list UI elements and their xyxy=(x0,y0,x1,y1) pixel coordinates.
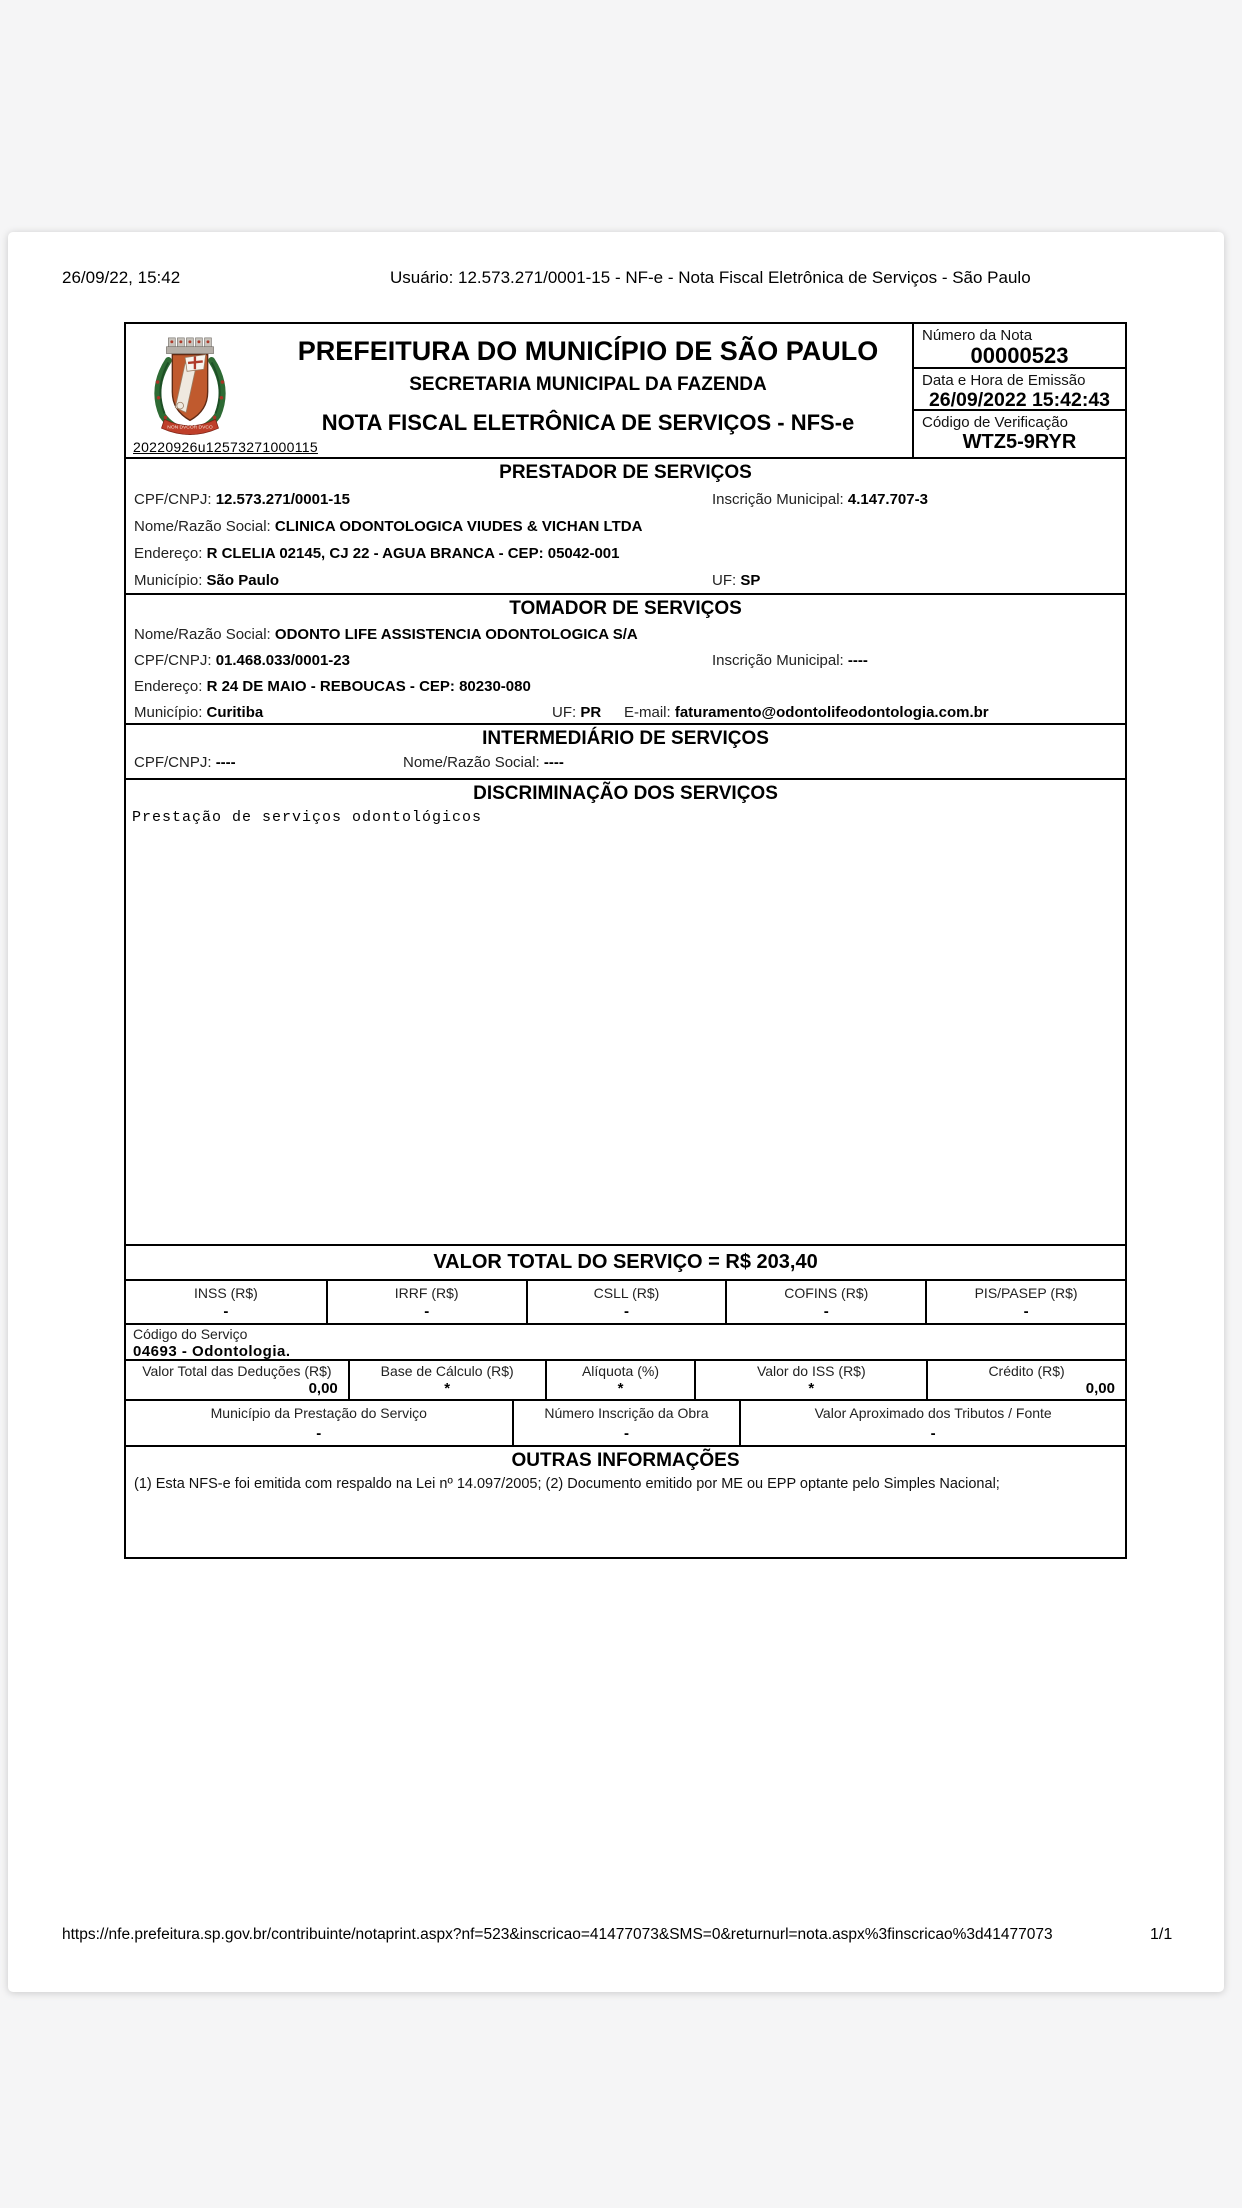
col-header: INSS (R$) xyxy=(194,1285,258,1301)
intermediario-row xyxy=(126,750,1125,776)
col-header: CSLL (R$) xyxy=(593,1285,660,1301)
col-header: Crédito (R$) xyxy=(988,1363,1065,1379)
col-header: Número Inscrição da Obra xyxy=(544,1405,709,1421)
col-value: - xyxy=(930,1425,936,1442)
im-label: Inscrição Municipal: xyxy=(712,652,844,669)
calculo-table xyxy=(126,1359,1125,1399)
im-value: ---- xyxy=(847,652,868,669)
cpf-label: CPF/CNPJ: xyxy=(134,491,212,508)
valor-total-banner: VALOR TOTAL DO SERVIÇO = R$ 203,40 xyxy=(126,1244,1125,1279)
svg-text:NON DVCOR DVCO: NON DVCOR DVCO xyxy=(167,425,213,431)
endereco-label: Endereço: xyxy=(134,545,203,562)
nome-label: Nome/Razão Social: xyxy=(134,518,271,535)
col-header: Valor do ISS (R$) xyxy=(756,1363,866,1379)
tomador-section xyxy=(126,593,1125,723)
outras-title: OUTRAS INFORMAÇÕES xyxy=(511,1450,740,1471)
nome-label: Nome/Razão Social: xyxy=(403,754,540,771)
nome-value: ---- xyxy=(543,754,564,771)
email-value: faturamento@odontolifeodontologia.com.br xyxy=(674,704,989,721)
uf-value: PR xyxy=(580,704,602,721)
local-col-tributos xyxy=(739,1401,1125,1445)
col-header: Valor Total das Deduções (R$) xyxy=(142,1363,332,1379)
col-value: - xyxy=(1023,1303,1029,1320)
local-table xyxy=(126,1399,1125,1445)
im-value: 4.147.707-3 xyxy=(847,491,928,508)
municipio-value: Curitiba xyxy=(206,704,264,721)
intermediario-section xyxy=(126,723,1125,778)
endereco-value: R CLELIA 02145, CJ 22 - AGUA BRANCA - CEP: 05042-001 xyxy=(206,545,620,562)
calculo-col-aliquota xyxy=(545,1361,695,1399)
col-value: - xyxy=(223,1303,229,1320)
col-header: Valor Aproximado dos Tributos / Fonte xyxy=(814,1405,1052,1421)
print-url: https://nfe.prefeitura.sp.gov.br/contribuinte/notaprint.aspx?nf=523&inscricao=41477073&SMS=0&returnurl=nota.aspx%3finscricao%3d41477073 xyxy=(62,1926,1053,1943)
uf-label: UF: xyxy=(712,572,737,589)
municipio-label: Município: xyxy=(134,572,203,589)
cpf-value: 01.468.033/0001-23 xyxy=(215,652,350,669)
impostos-col-irrf xyxy=(326,1281,526,1323)
col-header: Base de Cálculo (R$) xyxy=(380,1363,514,1379)
tomador-title: TOMADOR DE SERVIÇOS xyxy=(509,598,742,619)
verification-value: WTZ5-9RYR xyxy=(962,431,1077,453)
cpf-value: 12.573.271/0001-15 xyxy=(215,491,350,508)
nome-label: Nome/Razão Social: xyxy=(134,626,271,643)
codigo-servico-section xyxy=(126,1323,1125,1359)
intermediario-title: INTERMEDIÁRIO DE SERVIÇOS xyxy=(482,728,769,749)
prestador-title: PRESTADOR DE SERVIÇOS xyxy=(499,462,752,483)
nome-value: ODONTO LIFE ASSISTENCIA ODONTOLOGICA S/A xyxy=(274,626,638,643)
doc-type-title: NOTA FISCAL ELETRÔNICA DE SERVIÇOS - NFS-e xyxy=(321,410,855,435)
col-value: - xyxy=(623,1425,629,1442)
print-page-number: 1/1 xyxy=(1150,1926,1173,1943)
service-description: Prestação de serviços odontológicos xyxy=(132,809,483,826)
col-value: - xyxy=(823,1303,829,1320)
uf-value: SP xyxy=(740,572,761,589)
tomador-cpf-row xyxy=(126,648,1125,674)
local-col-municipio xyxy=(126,1401,512,1445)
header-titles xyxy=(276,324,900,457)
printed-page xyxy=(8,232,1224,1992)
prestador-endereco-row xyxy=(126,540,1125,567)
impostos-col-inss xyxy=(126,1281,326,1323)
outras-informacoes-section xyxy=(126,1445,1125,1557)
endereco-label: Endereço: xyxy=(134,678,203,695)
endereco-value: R 24 DE MAIO - REBOUCAS - CEP: 80230-080 xyxy=(206,678,531,695)
prestador-municipio-row xyxy=(126,567,1125,594)
print-title: Usuário: 12.573.271/0001-15 - NF-e - Nota Fiscal Eletrônica de Serviços - São Paulo xyxy=(390,268,1031,287)
discriminacao-section xyxy=(126,778,1125,1244)
email-label: E-mail: xyxy=(624,704,671,721)
dept-title: SECRETARIA MUNICIPAL DA FAZENDA xyxy=(409,374,767,395)
im-label: Inscrição Municipal: xyxy=(712,491,844,508)
col-value: - xyxy=(424,1303,430,1320)
municipio-value: São Paulo xyxy=(206,572,280,589)
invoice-header xyxy=(126,324,1125,457)
codigo-servico-label: Código do Serviço xyxy=(133,1326,248,1342)
emission-label: Data e Hora de Emissão xyxy=(922,372,1086,389)
col-header: COFINS (R$) xyxy=(784,1285,869,1301)
print-code-link[interactable]: 20220926u12573271000115 xyxy=(133,439,318,455)
calculo-col-deducoes xyxy=(126,1361,348,1399)
local-col-obra xyxy=(512,1401,740,1445)
calculo-col-credito xyxy=(926,1361,1125,1399)
impostos-col-cofins xyxy=(725,1281,925,1323)
impostos-col-csll xyxy=(526,1281,726,1323)
col-value: 0,00 xyxy=(308,1380,338,1397)
emission-value: 26/09/2022 15:42:43 xyxy=(928,389,1111,411)
nfse-invoice xyxy=(124,322,1127,1559)
prestador-cpf-row xyxy=(126,486,1125,513)
col-value: * xyxy=(444,1380,451,1397)
col-value: * xyxy=(808,1380,815,1397)
col-value: - xyxy=(623,1303,629,1320)
sao-paulo-coat-of-arms-icon xyxy=(144,331,236,439)
impostos-table xyxy=(126,1279,1125,1323)
codigo-servico-value: 04693 - Odontologia. xyxy=(133,1343,291,1360)
col-header: Município da Prestação do Serviço xyxy=(210,1405,427,1421)
cpf-label: CPF/CNPJ: xyxy=(134,754,212,771)
verification-label: Código de Verificação xyxy=(922,414,1068,431)
col-header: Alíquota (%) xyxy=(581,1363,659,1379)
discriminacao-title: DISCRIMINAÇÃO DOS SERVIÇOS xyxy=(473,783,778,804)
uf-label: UF: xyxy=(552,704,577,721)
invoice-id-box xyxy=(912,324,1125,457)
org-title: PREFEITURA DO MUNICÍPIO DE SÃO PAULO xyxy=(297,336,879,366)
col-value: 0,00 xyxy=(1085,1380,1115,1397)
col-value: * xyxy=(617,1380,624,1397)
outras-text: (1) Esta NFS-e foi emitida com respaldo na Lei nº 14.097/2005; (2) Documento emitido por ME ou EPP optante pelo Simples Nacional; xyxy=(134,1476,1000,1492)
cpf-value: ---- xyxy=(215,754,236,771)
tomador-endereco-row xyxy=(126,674,1125,700)
col-value: - xyxy=(316,1425,322,1442)
impostos-col-pispasep xyxy=(925,1281,1125,1323)
col-header: IRRF (R$) xyxy=(394,1285,459,1301)
nota-number-value: 00000523 xyxy=(970,343,1069,368)
calculo-col-iss xyxy=(694,1361,926,1399)
tomador-nome-row xyxy=(126,622,1125,648)
nota-number-label: Número da Nota xyxy=(922,327,1033,344)
calculo-col-base xyxy=(348,1361,545,1399)
prestador-nome-row xyxy=(126,513,1125,540)
municipio-label: Município: xyxy=(134,704,203,721)
cpf-label: CPF/CNPJ: xyxy=(134,652,212,669)
nome-value: CLINICA ODONTOLOGICA VIUDES & VICHAN LTDA xyxy=(274,518,643,535)
print-datetime: 26/09/22, 15:42 xyxy=(62,268,181,287)
col-header: PIS/PASEP (R$) xyxy=(974,1285,1078,1301)
prestador-section xyxy=(126,457,1125,593)
